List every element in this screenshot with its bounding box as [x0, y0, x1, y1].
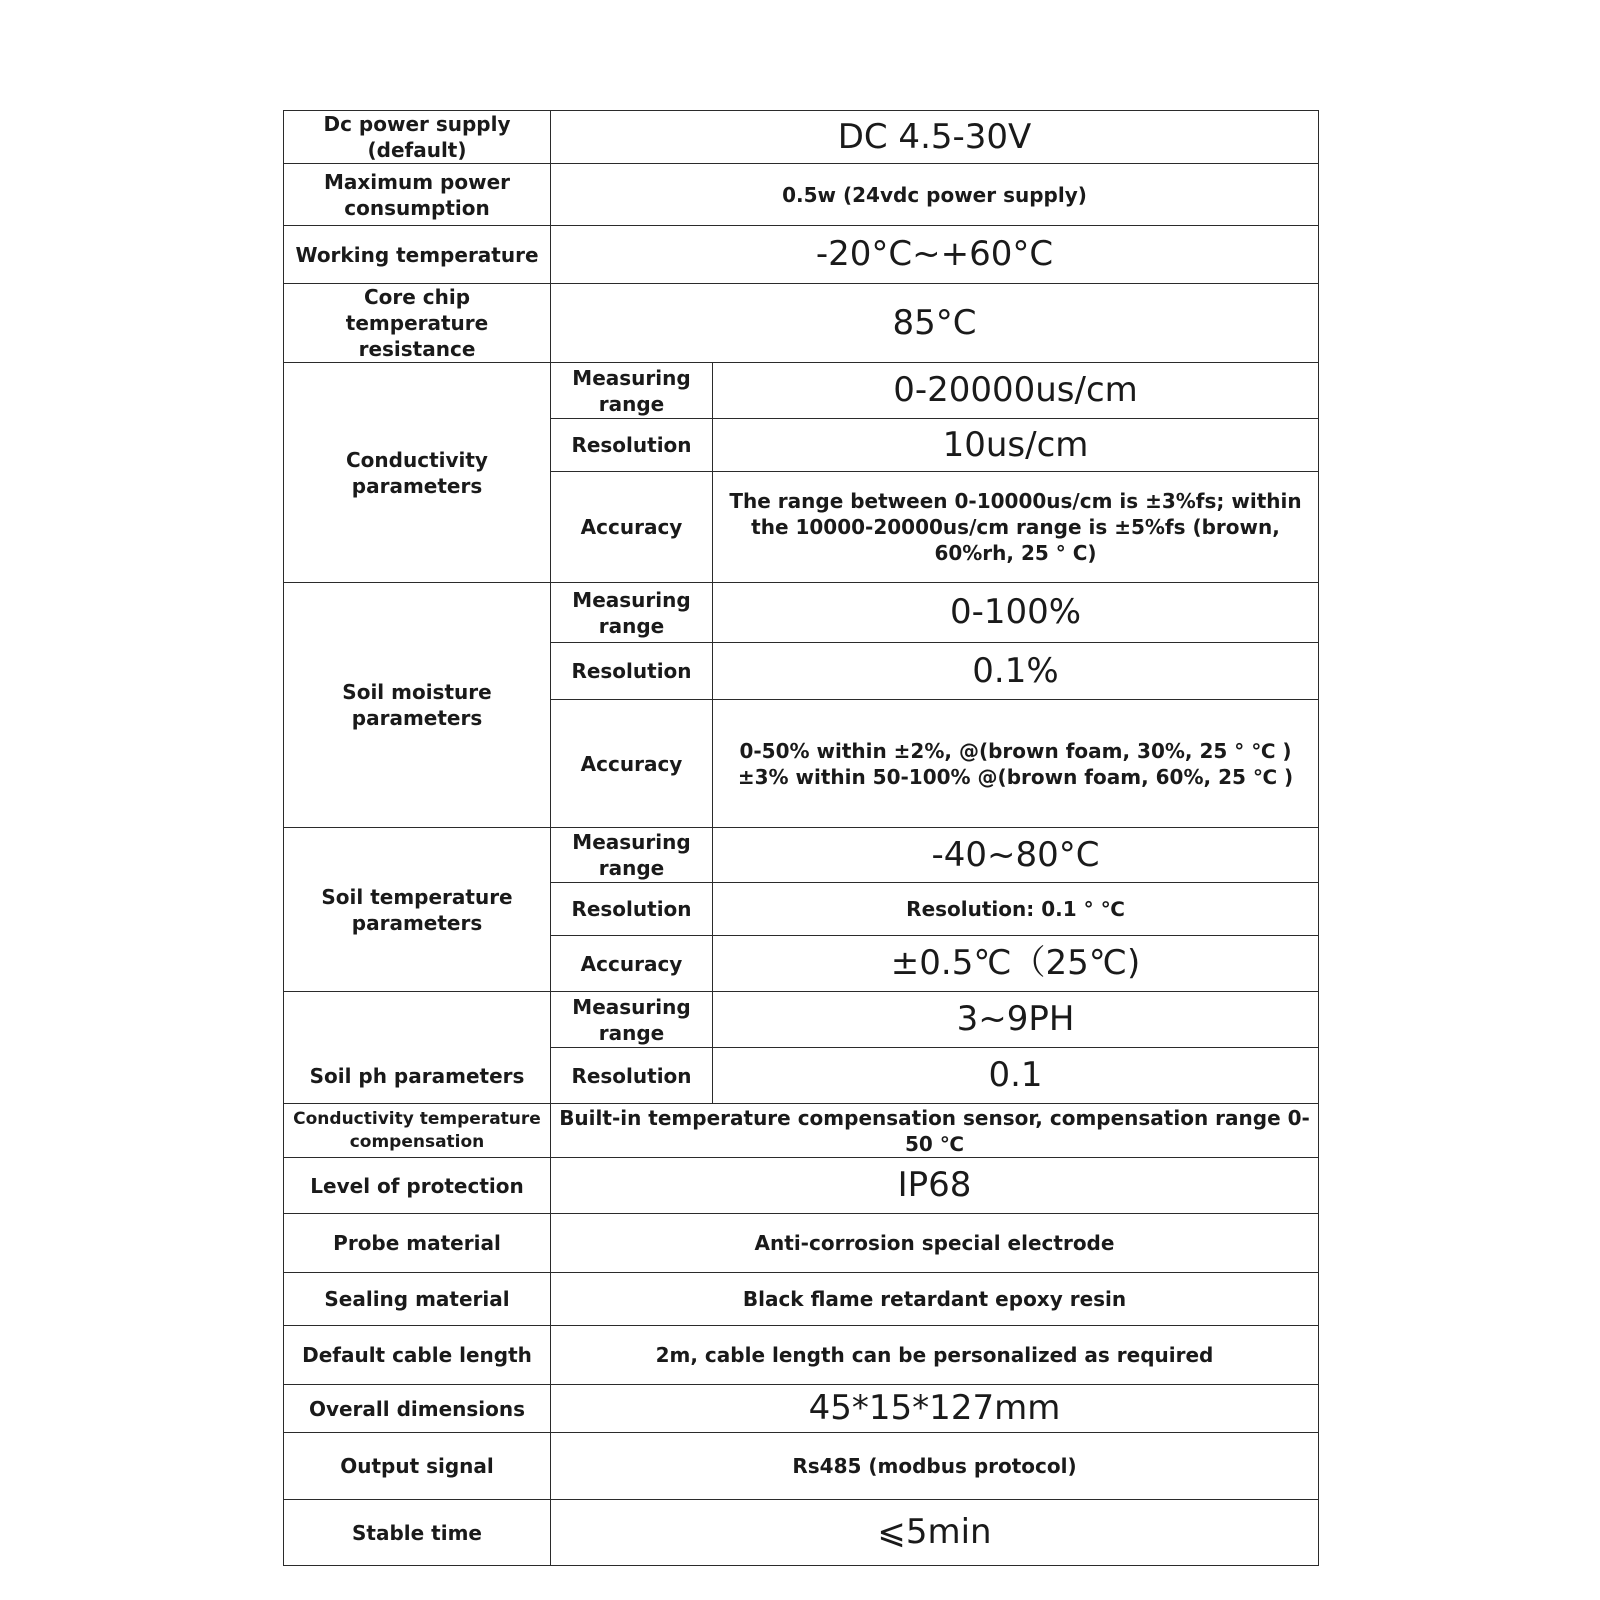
stable-value: ⩽5min	[551, 1500, 1319, 1566]
soil-moisture-accuracy-value: 0-50% within ±2%, @(brown foam, 30%, 25 ° ℃ ) ±3% within 50-100% @(brown foam, 60%, 25 ℃ )	[713, 700, 1319, 828]
working-temp-value: -20°C~+60°C	[551, 226, 1319, 284]
dimensions-label: Overall dimensions	[284, 1385, 551, 1433]
table-row	[284, 1214, 1319, 1273]
table-row	[284, 828, 1319, 883]
max-power-label: Maximum power consumption	[284, 164, 551, 226]
soil-temperature-accuracy-label: Accuracy	[551, 936, 713, 992]
table-row	[284, 1500, 1319, 1566]
cond-temp-comp-label: Conductivity temperature compensation	[284, 1104, 551, 1158]
soil-moisture-resolution-value: 0.1%	[713, 643, 1319, 700]
soil-ph-resolution-value: 0.1	[713, 1048, 1319, 1104]
soil-temperature-resolution-label: Resolution	[551, 883, 713, 936]
table-row	[284, 1158, 1319, 1214]
sealing-value: Black flame retardant epoxy resin	[551, 1273, 1319, 1326]
conductivity-range-value: 0-20000us/cm	[713, 363, 1319, 419]
soil-moisture-resolution-label: Resolution	[551, 643, 713, 700]
soil-temperature-accuracy-value: ±0.5℃（25℃)	[713, 936, 1319, 992]
stable-label: Stable time	[284, 1500, 551, 1566]
sealing-label: Sealing material	[284, 1273, 551, 1326]
table-row	[284, 583, 1319, 643]
table-row	[284, 164, 1319, 226]
conductivity-resolution-label: Resolution	[551, 419, 713, 472]
soil-ph-range-label: Measuring range	[551, 992, 713, 1048]
protection-value: IP68	[551, 1158, 1319, 1214]
working-temp-label: Working temperature	[284, 226, 551, 284]
table-row	[284, 284, 1319, 363]
table-row	[284, 992, 1319, 1048]
conductivity-resolution-value: 10us/cm	[713, 419, 1319, 472]
cond-temp-comp-value: Built-in temperature compensation sensor, compensation range 0-50 ℃	[551, 1104, 1319, 1158]
conductivity-accuracy-label: Accuracy	[551, 472, 713, 583]
dc-power-value: DC 4.5-30V	[551, 111, 1319, 164]
conductivity-range-label: Measuring range	[551, 363, 713, 419]
table-row	[284, 1433, 1319, 1500]
soil-temperature-label: Soil temperature parameters	[284, 828, 551, 992]
spec-table	[283, 110, 1319, 1566]
soil-moisture-label: Soil moisture parameters	[284, 583, 551, 828]
table-row	[284, 111, 1319, 164]
cable-value: 2m, cable length can be personalized as required	[551, 1326, 1319, 1385]
table-row	[284, 226, 1319, 284]
dimensions-value: 45*15*127mm	[551, 1385, 1319, 1433]
dc-power-label: Dc power supply (default)	[284, 111, 551, 164]
soil-temperature-range-label: Measuring range	[551, 828, 713, 883]
conductivity-label: Conductivity parameters	[284, 363, 551, 583]
core-chip-label: Core chip temperature resistance	[284, 284, 551, 363]
table-row	[284, 1273, 1319, 1326]
output-value: Rs485 (modbus protocol)	[551, 1433, 1319, 1500]
soil-moisture-range-value: 0-100%	[713, 583, 1319, 643]
soil-ph-range-value: 3~9PH	[713, 992, 1319, 1048]
soil-ph-label: Soil ph parameters	[284, 992, 551, 1104]
soil-ph-resolution-label: Resolution	[551, 1048, 713, 1104]
table-row	[284, 1104, 1319, 1158]
probe-label: Probe material	[284, 1214, 551, 1273]
table-row	[284, 1385, 1319, 1433]
protection-label: Level of protection	[284, 1158, 551, 1214]
cable-label: Default cable length	[284, 1326, 551, 1385]
soil-temperature-range-value: -40~80°C	[713, 828, 1319, 883]
soil-moisture-accuracy-label: Accuracy	[551, 700, 713, 828]
soil-moisture-range-label: Measuring range	[551, 583, 713, 643]
soil-temperature-resolution-value: Resolution: 0.1 ° ℃	[713, 883, 1319, 936]
conductivity-accuracy-value: The range between 0-10000us/cm is ±3%fs; within the 10000-20000us/cm range is ±5%fs (brown, 60%rh, 25 ° C)	[713, 472, 1319, 583]
core-chip-value: 85°C	[551, 284, 1319, 363]
table-row	[284, 1326, 1319, 1385]
table-row	[284, 363, 1319, 419]
max-power-value: 0.5w (24vdc power supply)	[551, 164, 1319, 226]
output-label: Output signal	[284, 1433, 551, 1500]
probe-value: Anti-corrosion special electrode	[551, 1214, 1319, 1273]
